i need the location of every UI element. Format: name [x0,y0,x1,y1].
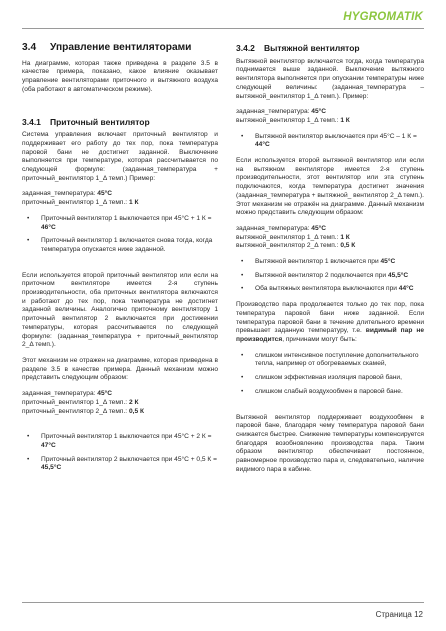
formula-value: 45°C [311,224,327,232]
mechanism-paragraph: Этот механизм не отражен на диаграмме, которая приведена в разделе 3.5 в качестве примера. Данный механизм можно представить следующим образом: [22,356,218,382]
formula-value: 1 К [128,199,139,207]
list-item: • Вытяжной вентилятор выключается при 45°C – 1 К = 44°C [236,133,424,150]
second-supply-fan-paragraph: Если используется второй приточный вентилятор или если на приточном вентиляторе имеется 2-я ступень производительности, оба приточных вентилятора включаются и работают до тех пор, пока температура не достигнет заданной величины. Аналогично приточному вентилятору 1 приточный вентилятор 2 выключается при достижении температуры, которая рассчитывается по следующей формуле: (заданная_температура + приточный_вентилятор 2_Δ темп.). [22,271,218,349]
example-formula-3 [236,108,424,125]
list-item: • Вытяжной вентилятор 2 подключается при 45,5°C [236,272,424,281]
formula-label: вытяжной_вентилятор 2_Δ темп.: [236,242,339,250]
steam-production-paragraph: Производство пара продолжается только до тех пор, пока температура паровой бани ниже заданной. Если температура паровой бани в течение длительного времени превышает заданную температуру, т.е. видимый пар не производится, причинами могут быть: [236,301,424,343]
formula-label: вытяжной_вентилятор 1_Δ темп.: [236,233,339,241]
formula-label: заданная_температура: [22,390,96,398]
subsection-title: Приточный вентилятор [50,116,150,127]
list-item: • Приточный вентилятор 2 выключается при 45°C + 0,5 К = 45,5°C [22,456,218,473]
list-item: • слишком слабый воздухообмен в паровой бане. [236,388,424,397]
list-item: • слишком эффективная изоляция паровой бани, [236,374,424,383]
example-formula-4 [236,225,424,251]
subsection-number: 3.4.2 [236,43,255,53]
formula-label: вытяжной_вентилятор 1_Δ темп.: [236,116,339,124]
example-formula-2 [22,390,218,416]
list-item: • Приточный вентилятор 1 выключается при 45°C + 2 К = 47°C [22,433,218,450]
list-item: • Приточный вентилятор 1 включается снова тогда, когда температура опускается ниже заданной. [22,237,218,254]
formula-label: заданная_температура: [236,108,310,116]
footer-rule [22,602,424,603]
bullet-list-3 [236,133,424,150]
subsection-heading-3-4-1 [22,118,218,127]
formula-value: 45°C [97,390,113,398]
bullet-list-4 [236,258,424,294]
formula-label: приточный_вентилятор 2_Δ темп.: [22,407,128,415]
exhaust-fan-paragraph: Вытяжной вентилятор включается тогда, когда температура поднимается выше заданной. Выключение вытяжного вентилятора выполняется при опускании температуры ниже следующей величины: (заданная_температура – вытяжной_вентилятор 1_Δ темп.). Пример: [236,57,424,100]
list-item: • Оба вытяжных вентилятора выключаются при 44°C [236,285,424,294]
bullet-list-1 [22,215,218,255]
section-number: 3.4 [22,42,37,53]
example-formula-1 [22,190,218,207]
second-exhaust-fan-paragraph: Если используется второй вытяжной вентилятор или если на вытяжном вентиляторе имеется 2-я ступень производительности, этот вентилятор или эта ступень подключаются, когда температура достигнет значения (заданная_температура + вытяжной_ вентилятор 2_Δ темп.). Этот механизм не отражён на диаграмме. Данный механизм можно представить следующим образом: [236,157,424,217]
supply-fan-paragraph: Система управления включает приточный вентилятор и поддерживает его работу до тех пор, пока температура паровой бани не достигнет заданной. Выключение выполняется при температуре, которая рассчитывается по следующей формуле: (заданная_температура + приточный_вентилятор 1_Δ темп.) Пример: [22,131,218,182]
air-exchange-paragraph: Вытяжной вентилятор поддерживает воздухообмен в паровой бане, благодаря чему температура паровой бани снижается быстрее. Снижение температуры компенсируется благодаря возобновлению производства пара. Таким образом вентилятор обеспечивает постоянное, равномерное производство пара и, следовательно, наличие видимого пара в кабине. [236,413,424,473]
section-heading-3-4 [22,44,218,53]
list-item: • слишком интенсивное поступление дополнительного тепла, например от обогреваемых скамей, [236,352,424,369]
right-column [236,36,424,481]
formula-value: 45°C [97,190,113,198]
logo-text-hygro: HYGRO [343,11,387,23]
formula-label: приточный_вентилятор 1_Δ темп.: [22,398,128,406]
formula-label: приточный_вентилятор 1_Δ темп.: [22,199,128,207]
formula-value: 0,5 К [128,407,144,415]
formula-value: 1 К [340,116,350,124]
formula-label: заданная_температура: [22,190,96,198]
formula-value: 45°C [311,108,327,116]
subsection-number: 3.4.1 [22,116,41,127]
formula-value: 0,5 К [340,242,356,250]
formula-value: 2 К [128,398,139,406]
formula-value: 1 К [340,233,350,241]
hygromatik-logo [343,11,423,23]
subsection-title: Вытяжной вентилятор [264,43,360,53]
subsection-heading-3-4-2 [236,44,424,53]
list-item: • Вытяжной вентилятор 1 включается при 45°C [236,258,424,267]
section-title: Управление вентиляторами [50,42,192,53]
left-column [22,36,218,480]
intro-paragraph: На диаграмме, которая также приведена в разделе 3.5 в качестве примера, показано, какое влияние оказывает управление вентиляторами приточного и вытяжного воздуха (оба работают в автоматическом режиме). [22,59,218,93]
page-number: Страница 12 [375,610,423,619]
bullet-list-5 [236,352,424,397]
formula-label: заданная_температура: [236,224,310,232]
header-rule [22,28,424,29]
list-item: • Приточный вентилятор 1 выключается при 45°C + 1 К = 46°C [22,215,218,232]
logo-text-matik: MATIK [386,11,423,23]
bullet-list-2 [22,433,218,473]
